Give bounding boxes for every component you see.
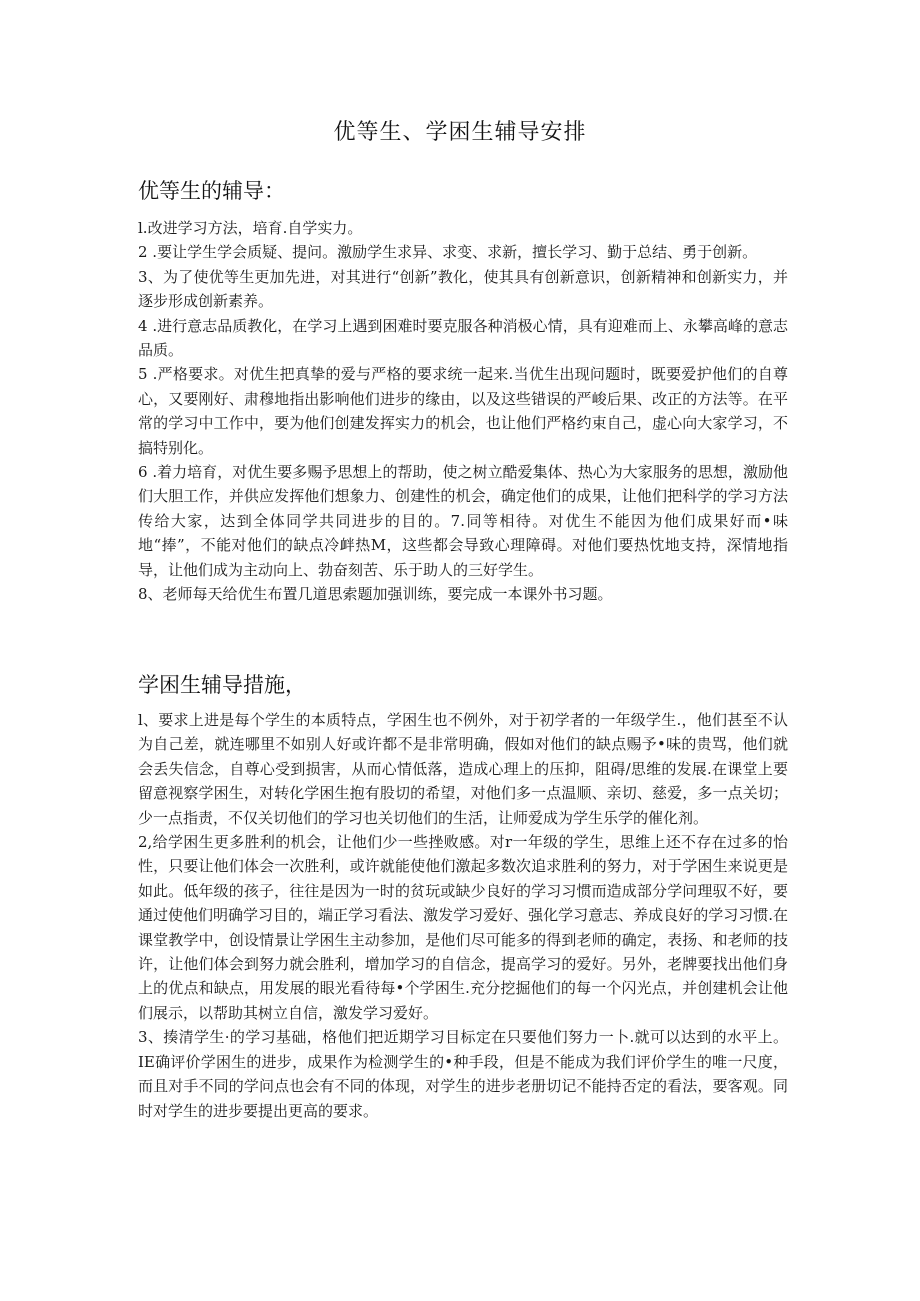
paragraph: 2,给学困生更多胜利的机会，让他们少一些挫败感。对r一年级的学生，思维上还不存在过多的怡性，只要让他们体会一次胜利，或许就能使他们激起多数次追求胜利的努力，对于学困生来说更是如此。低年级的孩子，往往是因为一时的贫玩或缺少良好的学习习惯而造成部分学问理驭不好，要通过使他们明确学习目的，端正学习看法、激发学习爱好、强化学习意志、养成良好的学习习惯.在课堂教学中，创设情景让学困生主动参加，是他们尽可能多的得到老师的确定，表扬、和老师的技许，让他们体会到努力就会胜利，增加学习的自信念，提高学习的爱好。另外，老牌要找出他们身上的优点和缺点，用发展的眼光看待每•个学困生.充分挖掘他们的每一个闪光点，并创建机会让他们展示，以帮助其树立自信，激发学习爱好。 xyxy=(138,833,788,1022)
paragraph: 3、揍清学生·的学习基础，格他们把近期学习目标定在只要他们努力一卜.就可以达到的水平上。IE确评价学困生的进步，成果作为检测学生的•种手段，但是不能成为我们评价学生的唯一尺度，而且对手不同的学问点也会有不同的体现，对学生的进步老册切记不能持否定的看法，要客观。同时对学生的进步要提出更高的要求。 xyxy=(138,1028,788,1120)
section-body-struggling-students xyxy=(138,708,788,1123)
paragraph: 2 .要让学生学会质疑、提问。激励学生求异、求变、求新，擅长学习、勤于总结、勇于创新。 xyxy=(138,243,758,262)
section-body-top-students xyxy=(138,216,788,607)
paragraph: l.改进学习方法，培育.自学实力。 xyxy=(138,219,363,237)
paragraph: 4 .进行意志品质教化，在学习上遇到困难时要克服各种消极心情，具有迎难而上、永攀高峰的意志品质。 xyxy=(138,316,788,360)
section-heading-top-students: 优等生的辅导： xyxy=(138,179,285,203)
paragraph: 3、为了使优等生更加先进，对其进行“创新”教化，使其具有创新意识，创新精神和创新实力，并逐步形成创新素养。 xyxy=(138,267,788,311)
paragraph: 6 .着力培育，对优生要多赐予思想上的帮助，使之树立酷爱集体、热心为大家服务的思想，激励他们大胆工作，并供应发挥他们想象力、创建性的机会，确定他们的成果，让他们把科学的学习方法传给大家，达到全体同学共同进步的目的。7.同等相待。对优生不能因为他们成果好而•味地“捧”，不能对他们的缺点冷衅热M，这些都会导致心理障碍。对他们要热忱地支持，深情地指导，让他们成为主动向上、勃奋刻苦、乐于助人的三好学生。 xyxy=(138,463,788,579)
paragraph: 5 .严格要求。对优生把真挚的爱与严格的要求统一起来.当优生出现问题时，既要爱护他们的自尊心，又要刚好、肃穆地指出影响他们进步的缘由，以及这些错误的严峻后果、改正的方法等。在平常的学习中工作中，要为他们创建发挥实力的机会，也让他们严格约束自己，虚心向大家学习，不搞特别化。 xyxy=(138,365,788,457)
section-heading-struggling-students: 学困生辅导措施， xyxy=(138,673,306,697)
paragraph: 8、老师每天给优生布置几道思索题加强训练，要完成一本课外书习题。 xyxy=(138,585,613,604)
paragraph: l、要求上进是每个学生的本质特点，学困生也不例外，对于初学者的一年级学生.，他们甚至不认为自己差，就连哪里不如别人好或许都不是非常明确，假如对他们的缺点赐予•味的贵骂，他们就会丢失信念，自尊心受到损害，从而心情低落，造成心理上的压抑，阻碍/思维的发展.在课堂上要留意视察学困生，对转化学困生抱有股切的希望，对他们多一点温顺、亲切、慈爱，多一点关切；少一点指责，不仅关切他们的学习也关切他们的生活，让师爱成为学生乐学的催化剂。 xyxy=(138,711,788,827)
document-title: 优等生、学困生辅导安排 xyxy=(333,120,587,145)
